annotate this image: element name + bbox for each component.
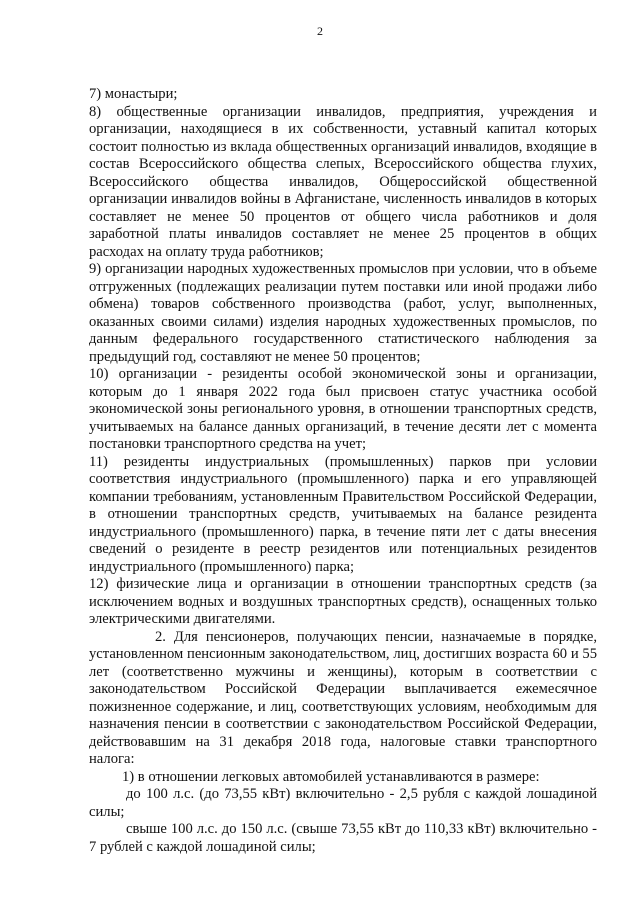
paragraph-item-8: 8) общественные организации инвалидов, предприятия, учреждения и организации, находящиеся в их собственности, уставный капитал которых состоит полностью из вклада общественных организаций инвалидов, входящие в состав Всероссийского общества слепых, Всероссийского общества глухих, Всероссийского общества инвалидов, Общероссийской общественной организации инвалидов войны в Афганистане, численность инвалидов в которых составляет не менее 50 процентов от общего числа работников и доля заработной платы инвалидов составляет не менее 25 процентов в общих расходах на оплату труда работников;: [89, 103, 597, 260]
paragraph-item-10: 10) организации - резиденты особой экономической зоны и организации, которым до 1 января 2022 года был присвоен статус участника особой экономической зоны регионального уровня, в отношении транспортных средств, учитываемых на балансе данных организаций, в течение десяти лет с момента постановки транспортного средства на учет;: [89, 366, 597, 452]
paragraph-section-2: 2. Для пенсионеров, получающих пенсии, назначаемые в порядке, установленном пенсионным законодательством, лиц, достигших возраста 60 и 55 лет (соответственно мужчины и женщины), которым в соответствии с законодательством Российской Федерации выплачивается ежемесячное пожизненное содержание, и лиц, соответствующих условиям, необходимым для назначения пенсии в соответствии с законодательством Российской Федерации, действовавшим на 31 декабря 2018 года, налоговые ставки транспортного налога:: [89, 628, 597, 767]
paragraph-item-7: 7) монастыри;: [89, 86, 178, 102]
paragraph-rate-up-to-100: до 100 л.с. (до 73,55 кВт) включительно - 2,5 рубля с каждой лошадиной силы;: [89, 786, 597, 820]
document-body: [89, 86, 597, 856]
page-number: 2: [317, 24, 323, 38]
paragraph-subitem-1: 1) в отношении легковых автомобилей устанавливаются в размере:: [122, 768, 540, 785]
paragraph-item-12: 12) физические лица и организации в отношении транспортных средств (за исключением водных и воздушных транспортных средств), оснащенных только электрическими двигателями.: [89, 576, 597, 627]
paragraph-item-11: 11) резиденты индустриальных (промышленных) парков при условии соответствия индустриального (промышленного) парка и его управляющей компании требованиям, установленным Правительством Российской Федерации, в отношении транспортных средств, учитываемых на балансе резидента индустриального (промышленного) парка, в течение пяти лет с даты внесения сведений о резиденте в реестр резидентов или потенциальных резидентов индустриального (промышленного) парка;: [89, 453, 597, 575]
paragraph-item-9: 9) организации народных художественных промыслов при условии, что в объеме отгруженных (подлежащих реализации путем поставки или иной продажи либо обмена) товаров собственного производства (работ, услуг, выполненных, оказанных своими силами) изделия народных художественных промыслов, по данным федерального государственного статистического наблюдения за предыдущий год, составляют не менее 50 процентов;: [89, 261, 597, 365]
paragraph-rate-100-150: свыше 100 л.с. до 150 л.с. (свыше 73,55 кВт до 110,33 кВт) включительно - 7 рублей с каждой лошадиной силы;: [89, 821, 597, 855]
